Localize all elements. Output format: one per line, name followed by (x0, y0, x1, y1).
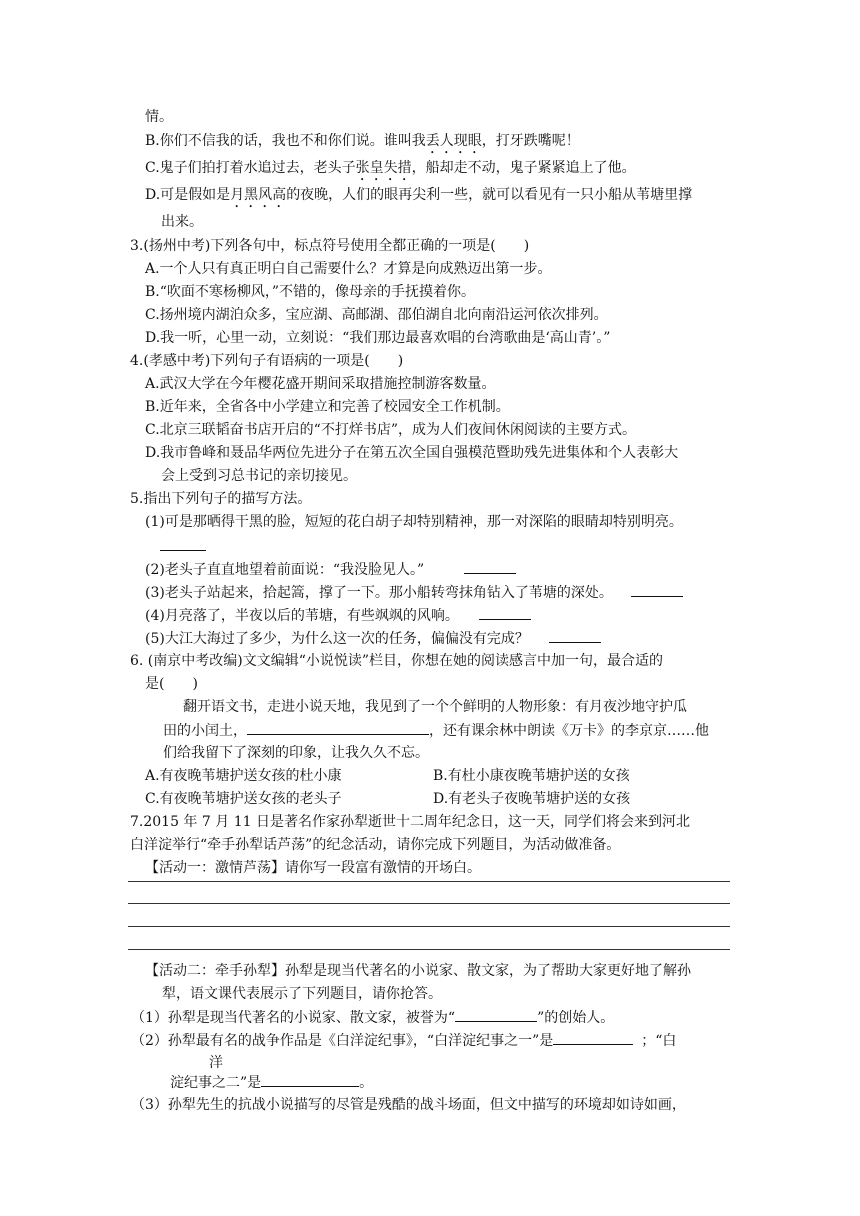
subquestion-2 (131, 1030, 676, 1051)
answer-blank-7-2a[interactable] (553, 1030, 633, 1045)
subquestion-3: （3）孙犁先生的抗战小说描写的尽管是残酷的战斗场面，但文中描写的环境却如诗如画， (131, 1097, 686, 1113)
option-4a: A.武汉大学在今年樱花盛开期间采取措施控制游客数量。 (145, 376, 496, 392)
question-3: 3.(扬州中考)下列各句中，标点符号使用全都正确的一项是( ) (130, 238, 530, 254)
answer-blank-5-2[interactable] (464, 559, 516, 574)
answer-blank-5-4[interactable] (479, 605, 531, 620)
item-text: (4)月亮落了，半夜以后的苇塘，有些飒飒的风响。 (145, 608, 459, 624)
subquestion-2-continued (170, 1072, 373, 1093)
subquestion-text: （2）孙犁最有名的战争作品是《白洋淀纪事》，“白洋淀纪事之一”是 (131, 1033, 554, 1049)
passage-line: 们给我留下了深刻的印象，让我久久不忘。 (163, 745, 429, 761)
activity-1: 【活动一：激情芦荡】请你写一段富有激情的开场白。 (145, 860, 481, 876)
item-text: (2)老头子直直地望着前面说：“我没脸见人。” (145, 562, 425, 578)
question-5: 5.指出下列句子的描写方法。 (130, 491, 312, 507)
subquestion-text: 。 (359, 1075, 374, 1091)
option-3b: B.“吹面不寒杨柳风，”不错的，像母亲的手抚摸着你。 (145, 284, 476, 300)
item-5-4 (145, 605, 531, 626)
option-2d (145, 185, 692, 211)
writing-line[interactable] (128, 949, 730, 950)
writing-line[interactable] (128, 903, 730, 904)
option-4d: D.我市鲁峰和聂品华两位先进分子在第五次全国自强模范暨助残先进集体和个人表彰大 (145, 445, 679, 461)
activity-2: 【活动二：牵手孙犁】孙犁是现当代著名的小说家、散文家，为了帮助大家更好地了解孙 (145, 963, 691, 979)
writing-line[interactable] (128, 881, 730, 882)
emphasized-word: 张皇失措 (355, 160, 412, 176)
item-5-2 (145, 559, 516, 580)
item-text: (5)大江大海过了多少，为什么这一次的任务，偏偏没有完成？ (145, 631, 529, 647)
option-3d: D.我一听，心里一动，立刻说：“我们那边最喜欢唱的台湾歌曲是‘高山青’。” (145, 330, 611, 346)
option-3a: A.一个人只有真正明白自己需要什么？才算是向成熟迈出第一步。 (145, 261, 552, 277)
subquestion-text: （1）孙犁是现当代著名的小说家、散文家，被誉为“ (131, 1010, 456, 1026)
item-5-1: (1)可是那晒得干黑的脸，短短的花白胡子却特别精神，那一对深陷的眼睛却特别明亮。 (145, 514, 683, 530)
subquestion-text: ”的创始人。 (537, 1010, 615, 1026)
text-line: 情。 (145, 109, 173, 125)
option-6c: C.有夜晚苇塘护送女孩的老头子 (145, 791, 342, 807)
question-7-continued: 白洋淀举行“牵手孙犁话芦荡”的纪念活动，请你完成下列题目，为活动做准备。 (130, 837, 621, 853)
subquestion-text: 淀纪事之二”是 (170, 1075, 262, 1091)
option-text: D.可是假如是 (145, 187, 231, 203)
option-3c: C.扬州境内湖泊众多，宝应湖、高邮湖、邵伯湖自北向南沿运河依次排列。 (145, 307, 608, 323)
subquestion-1 (131, 1007, 614, 1028)
emphasized-word: 丢人现眼 (425, 133, 482, 149)
question-4: 4.(孝感中考)下列句子有语病的一项是( ) (130, 353, 404, 369)
option-text: 的夜晚，人们的眼再尖利一些，就可以看见有一只小船从苇塘里撑 (286, 187, 693, 203)
option-4c: C.北京三联韬奋书店开启的“不打烊书店”，成为人们夜间休闲阅读的主要方式。 (145, 422, 636, 438)
answer-blank-5-1[interactable] (160, 536, 206, 557)
item-5-3 (145, 582, 683, 603)
option-text: B.你们不信我的话，我也不和你们说。谁叫我 (145, 133, 426, 149)
item-5-5 (145, 628, 601, 649)
question-6-continued: 是( ) (145, 676, 198, 692)
passage-line: 翻开语文书，走进小说天地，我见到了一个个鲜明的人物形象：有月夜沙地守护瓜 (183, 699, 687, 715)
activity-2-continued: 犁，语文课代表展示了下列题目，请你抢答。 (162, 986, 442, 1002)
passage-text: 田的小闰土， (163, 723, 247, 739)
item-text: (3)老头子站起来，拾起篙，撑了一下。那小船转弯抹角钻入了苇塘的深处。 (145, 585, 613, 601)
answer-blank-5-3[interactable] (631, 582, 683, 597)
question-7: 7.2015 年 7 月 11 日是著名作家孙犁逝世十二周年纪念日，这一天，同学们将会来到河北 (130, 814, 690, 830)
option-6a: A.有夜晚苇塘护送女孩的杜小康 (145, 768, 342, 784)
option-text: ，船却走不动，鬼子紧紧追上了他。 (411, 160, 636, 176)
answer-blank-5-5[interactable] (549, 628, 601, 643)
option-2c (145, 158, 636, 184)
option-text: C.鬼子们拍打着水追过去，老头子 (145, 160, 356, 176)
answer-blank-7-1[interactable] (455, 1007, 537, 1022)
answer-blank-7-2b[interactable] (261, 1072, 359, 1087)
subquestion-text: ；“白 (641, 1033, 677, 1049)
question-6: 6. (南京中考改编)文文编辑“小说悦读”栏目，你想在她的阅读感言中加一句，最合适的 (130, 653, 664, 669)
option-6d: D.有老头子夜晚苇塘护送的女孩 (433, 791, 631, 807)
option-6b: B.有杜小康夜晚苇塘护送的女孩 (433, 768, 630, 784)
writing-line[interactable] (128, 926, 730, 927)
passage-text: ，还有课余林中朗读《万卡》的李京京……他 (429, 723, 709, 739)
option-2d-continued: 出来。 (161, 214, 203, 230)
passage-line (163, 720, 709, 741)
emphasized-word: 月黑风高 (230, 187, 287, 203)
option-text: ，打牙跌嘴呢！ (481, 133, 580, 149)
option-2b (145, 131, 580, 157)
subquestion-2-wrap: 洋 (209, 1055, 223, 1071)
option-4d-continued: 会上受到习总书记的亲切接见。 (161, 468, 357, 484)
option-4b: B.近年来，全省各中小学建立和完善了校园安全工作机制。 (145, 399, 510, 415)
answer-blank-6[interactable] (247, 720, 429, 735)
